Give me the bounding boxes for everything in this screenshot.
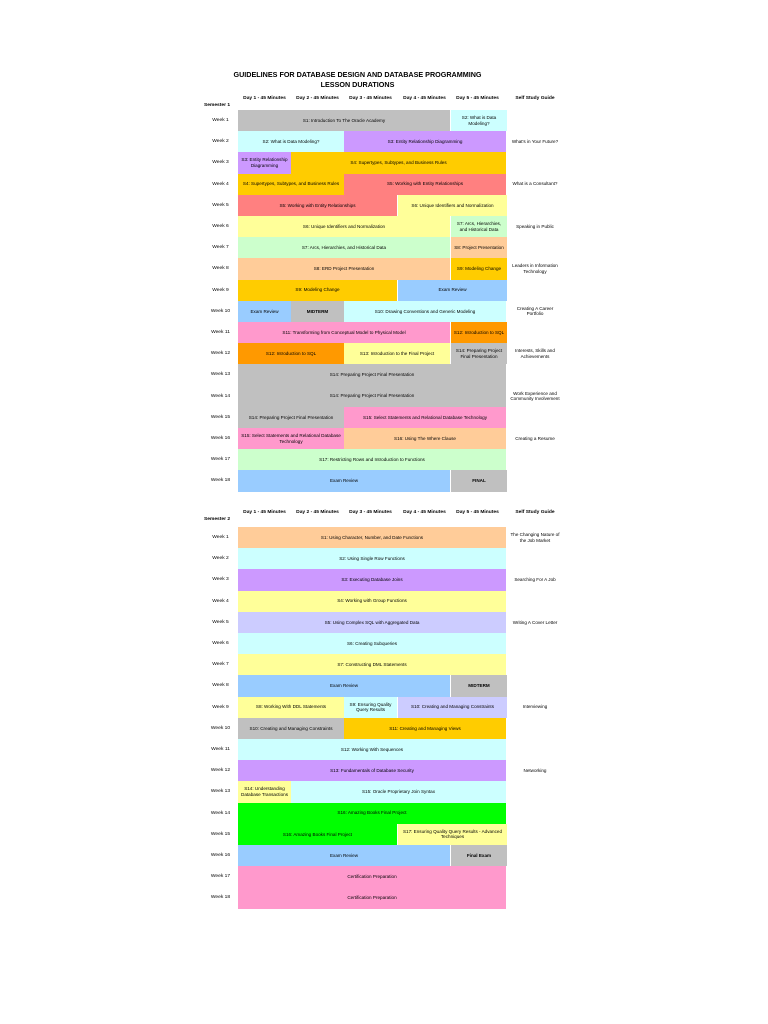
lesson-cell: S14: Preparing Project Final Presentation: [238, 364, 506, 385]
day-column-header: Day 4 - 45 Minutes: [403, 510, 446, 515]
lesson-cell: S6: Creating Subqueries: [238, 633, 506, 654]
week-label: Week 10: [210, 308, 231, 314]
lesson-cell: Exam Review: [238, 845, 450, 866]
lesson-cell: S16: Amazing Books Final Project: [238, 824, 397, 845]
day-column-header: Day 1 - 45 Minutes: [243, 510, 286, 515]
lesson-cell: S7: Arcs, Hierarchies, and Historical Data: [238, 237, 450, 258]
lesson-cell: S9: Modeling Change: [238, 280, 397, 301]
lesson-cell: S8: Working With DDL Statements: [238, 697, 344, 718]
lesson-cell: S12: Working With Sequences: [238, 739, 506, 760]
lesson-cell: S3: Entity Relationship Diagramming: [344, 131, 506, 152]
lesson-cell: S7: Arcs, Hierarchies, and Historical Data: [451, 216, 507, 237]
lesson-cell: Certification Preparation: [238, 866, 506, 887]
lesson-cell: S2: What is Data Modeling?: [238, 131, 344, 152]
lesson-cell: S4: Supertypes, Subtypes, and Business Rules: [238, 174, 344, 195]
week-label: Week 11: [211, 330, 230, 336]
day-column-header: Day 3 - 45 Minutes: [349, 96, 392, 101]
week-label: Week 9: [212, 704, 229, 710]
week-label: Week 1: [212, 118, 229, 124]
self-study-guide-entry: Writing A Cover Letter: [512, 619, 558, 625]
lesson-cell: S2: Using Single Row Functions: [238, 548, 506, 569]
week-label: Week 15: [210, 414, 231, 420]
day-column-header: Day 3 - 45 Minutes: [349, 510, 392, 515]
week-label: Week 6: [212, 641, 229, 647]
semester-label: Semester 2: [204, 517, 231, 522]
lesson-cell: MIDTERM: [291, 301, 344, 322]
semester-label: Semester 1: [204, 103, 231, 108]
lesson-cell: S4: Working with Group Functions: [238, 591, 506, 612]
week-label: Week 17: [210, 457, 231, 463]
lesson-cell: Exam Review: [238, 675, 450, 696]
lesson-cell: Exam Review: [398, 280, 507, 301]
self-study-guide-entry: What is a Consultant?: [512, 181, 558, 187]
week-label: Week 2: [212, 556, 229, 562]
self-study-guide-entry: Speaking in Public: [516, 223, 554, 229]
week-label: Week 6: [212, 224, 229, 230]
week-label: Week 1: [212, 535, 229, 541]
lesson-cell: S12: Introduction to SQL: [451, 322, 507, 343]
lesson-cell: S15: Select Statements and Relational Database Technology: [238, 428, 344, 449]
week-label: Week 10: [210, 725, 231, 731]
week-label: Week 16: [210, 853, 231, 859]
self-study-guide-entry: Interests, Skills and Achievements: [515, 348, 555, 359]
lesson-cell: S17: Ensuring Quality Query Results - Advanced Techniques: [398, 824, 507, 845]
week-label: Week 18: [210, 895, 231, 901]
week-label: Week 8: [212, 266, 229, 272]
week-label: Week 3: [212, 577, 229, 583]
week-label: Week 7: [212, 662, 229, 668]
lesson-cell: S1: Introduction To The Oracle Academy: [238, 110, 450, 131]
day-column-header: Day 5 - 45 Minutes: [456, 96, 499, 101]
lesson-cell: S16: Using The Where Clause: [344, 428, 506, 449]
lesson-cell: S14: Preparing Project Final Presentation: [451, 343, 507, 364]
week-label: Week 17: [210, 874, 231, 880]
week-label: Week 3: [212, 160, 229, 166]
lesson-cell: S7: Constructing DML Statements: [238, 654, 506, 675]
day-column-header: Day 2 - 45 Minutes: [296, 510, 339, 515]
lesson-cell: S6: Unique Identifiers and Normalization: [238, 216, 450, 237]
day-column-header: Day 5 - 45 Minutes: [456, 510, 499, 515]
lesson-cell: S8: Project Presentation: [451, 237, 507, 258]
lesson-cell: S10: Creating and Managing Constraints: [238, 718, 344, 739]
lesson-cell: S3: Executing Database Joins: [238, 569, 506, 590]
lesson-cell: Exam Review: [238, 470, 450, 491]
lesson-cell: S11: Transforming from Conceptual Model to Physical Model: [238, 322, 450, 343]
lesson-cell: S11: Creating and Managing Views: [344, 718, 506, 739]
week-label: Week 12: [210, 351, 231, 357]
lesson-cell: S15: Oracle Proprietary Join Syntax: [291, 781, 506, 802]
day-column-header: Day 1 - 45 Minutes: [243, 96, 286, 101]
lesson-cell: S14: Understanding Database Transactions: [238, 781, 291, 802]
lesson-cell: S10: Creating and Managing Constraints: [398, 697, 507, 718]
lesson-cell: S5: Working with Entity Relationships: [238, 195, 397, 216]
lesson-cell: S17: Restricting Rows and Introduction to Functions: [238, 449, 506, 470]
day-column-header: Day 2 - 45 Minutes: [296, 96, 339, 101]
week-label: Week 7: [212, 245, 229, 251]
week-label: Week 4: [212, 181, 229, 187]
lesson-cell: FINAL: [451, 470, 507, 491]
lesson-cell: S14: Preparing Project Final Presentation: [238, 407, 344, 428]
week-label: Week 14: [210, 393, 231, 399]
lesson-cell: S13: Fundamentals of Database Security: [238, 760, 506, 781]
week-label: Week 5: [212, 619, 229, 625]
week-label: Week 4: [212, 598, 229, 604]
lesson-cell: S2: What is Data Modeling?: [451, 110, 507, 131]
lesson-cell: MIDTERM: [451, 675, 507, 696]
self-study-guide-entry: What's in Your Future?: [511, 138, 559, 144]
lesson-cell: Exam Review: [238, 301, 291, 322]
self-study-guide-entry: Networking: [523, 767, 547, 773]
lesson-cell: S8: ERD Project Presentation: [238, 258, 450, 279]
lesson-cell: S4: Supertypes, Subtypes, and Business Rules: [291, 152, 506, 173]
week-label: Week 13: [210, 789, 231, 795]
lesson-cell: S13: Introduction to the Final Project: [344, 343, 450, 364]
week-label: Week 2: [212, 139, 229, 145]
document-subtitle: LESSON DURATIONS: [320, 80, 395, 89]
lesson-cell: S5: Working with Entity Relationships: [344, 174, 506, 195]
week-label: Week 15: [210, 831, 231, 837]
lesson-cell: S9: Modeling Change: [451, 258, 507, 279]
lesson-cell: Final Exam: [451, 845, 507, 866]
lesson-cell: S15: Select Statements and Relational Database Technology: [344, 407, 506, 428]
self-study-guide-entry: Searching For A Job: [514, 577, 556, 583]
week-label: Week 5: [212, 202, 229, 208]
self-study-guide-header: Self Study Guide: [515, 510, 555, 515]
self-study-guide-entry: Creating a Resume: [515, 435, 555, 441]
lesson-cell: S1: Using Character, Number, and Date Functions: [238, 527, 506, 548]
self-study-guide-entry: Creating A Career Portfolio: [516, 305, 554, 317]
day-column-header: Day 4 - 45 Minutes: [403, 96, 446, 101]
lesson-cell: S16: Amazing Books Final Project: [238, 803, 506, 824]
week-label: Week 11: [211, 747, 230, 753]
week-label: Week 14: [210, 810, 231, 816]
self-study-guide-entry: Leaders in Information Technology: [512, 263, 558, 274]
week-label: Week 12: [210, 768, 231, 774]
week-label: Week 18: [210, 478, 231, 484]
week-label: Week 9: [212, 287, 229, 293]
lesson-cell: S14: Preparing Project Final Presentation: [238, 386, 506, 407]
week-label: Week 16: [210, 436, 231, 442]
self-study-guide-header: Self Study Guide: [515, 96, 555, 101]
lesson-cell: Certification Preparation: [238, 887, 506, 908]
self-study-guide-entry: Interviewing: [522, 704, 548, 710]
lesson-cell: S10: Drawing Conventions and Generic Modeling: [344, 301, 506, 322]
self-study-guide-entry: The Changing Nature of the Job Market: [510, 532, 560, 543]
week-label: Week 8: [212, 683, 229, 689]
lesson-cell: S9: Ensuring Quality Query Results: [344, 697, 397, 718]
lesson-cell: S3: Entity Relationship Diagramming: [238, 152, 291, 173]
lesson-cell: S5: Using Complex SQL with Aggregated Data: [238, 612, 506, 633]
lesson-cell: S12: Introduction to SQL: [238, 343, 344, 364]
self-study-guide-entry: Work Experience and Community Involvement: [510, 390, 560, 402]
document-title: GUIDELINES FOR DATABASE DESIGN AND DATABASE PROGRAMMING: [233, 70, 482, 79]
week-label: Week 13: [210, 372, 231, 378]
lesson-cell: S6: Unique Identifiers and Normalization: [398, 195, 507, 216]
